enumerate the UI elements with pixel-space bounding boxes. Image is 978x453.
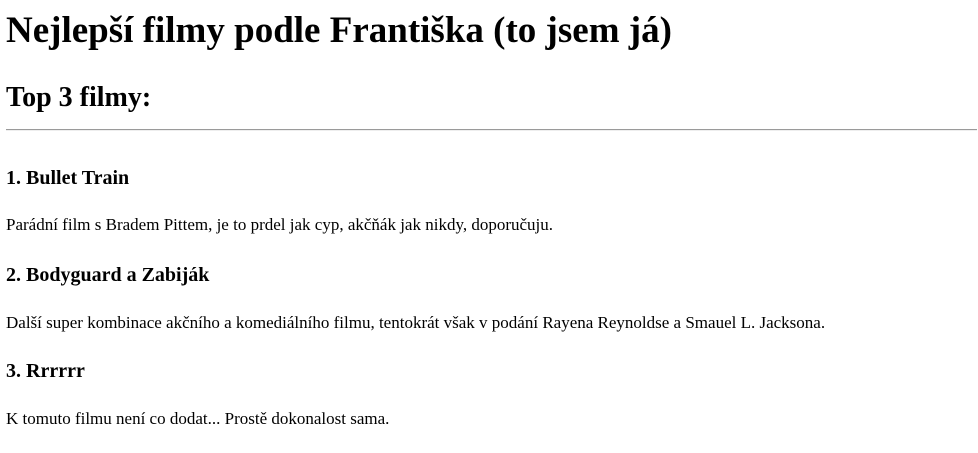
section-heading: Top 3 filmy: [6, 82, 152, 113]
movie-title-2: 2. Bodyguard a Zabiják [6, 264, 210, 286]
movie-description-3: K tomuto filmu není co dodat... Prostě dokonalost sama. [6, 409, 390, 428]
divider [6, 129, 977, 131]
page-title: Nejlepší filmy podle Františka (to jsem já) [6, 10, 672, 51]
movie-title-1: 1. Bullet Train [6, 167, 130, 189]
movie-description-1: Parádní film s Bradem Pittem, je to prdel jak cyp, akčňák jak nikdy, doporučuju. [6, 215, 554, 234]
movie-title-3: 3. Rrrrrr [6, 360, 85, 382]
movie-description-2: Další super kombinace akčního a komediálního filmu, tentokrát však v podání Rayena Reynoldse a Smauel L. Jacksona. [6, 313, 826, 332]
